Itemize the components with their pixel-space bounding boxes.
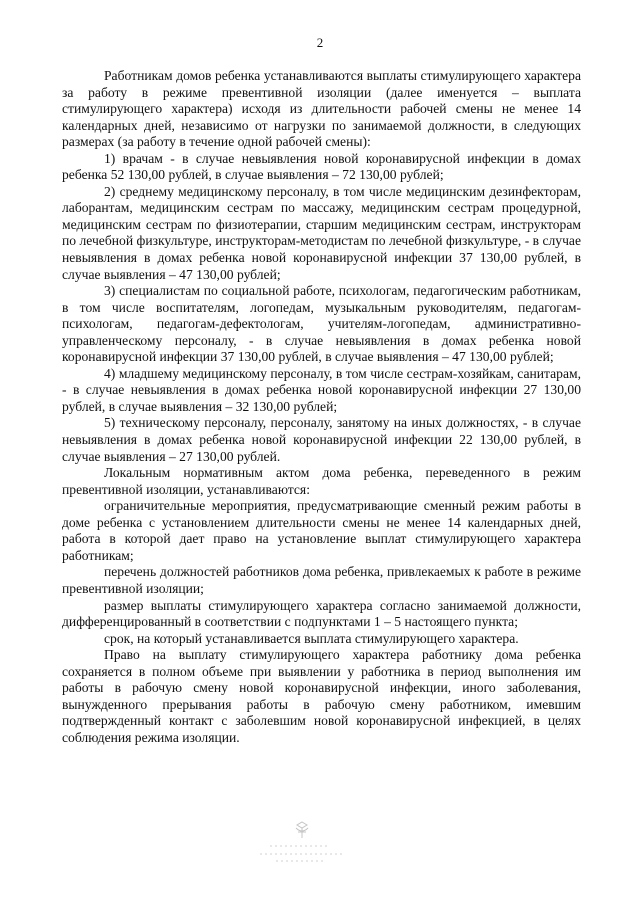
list-item-technical-staff: 5) техническому персоналу, персоналу, занятому на иных должностях, - в случае невыявления в домах ребенка новой коронавирусной инфекции 22 130,00 рублей, в случае выявления – 27 130,00 рублей. [62,415,581,464]
local-act-paragraph: Локальным нормативным актом дома ребенка, переведенного в режим превентивной изоляции, устанавливаются: [62,465,581,497]
list-item-specialists: 3) специалистам по социальной работе, психологам, педагогическим работникам, в том числе воспитателям, логопедам, музыкальным руководителям, педагогам-психологам, педагогам-дефектологам, учителям-логопедам, административно-управленческому персоналу, - в случае невыявления в домах ребенка новой коронавирусной инфекции 37 130,00 рублей, в случае выявления – 47 130,00 рублей; [62,283,581,365]
payment-term-paragraph: срок, на который устанавливается выплата стимулирующего характера. [104,630,519,646]
list-item-nursing-staff: 2) среднему медицинскому персоналу, в том числе медицинским дезинфекторам, лаборантам, медицинским сестрам по массажу, медицинским сестрам процедурной, медицинским сестрам по физиотерапии, старшим медицинским сестрам, инструкторам по лечебной физкультуре, инструкторам-методистам по лечебной физкультуре, - в случае невыявления в домах ребенка новой коронавирусной инфекции 37 130,00 рублей, в случае выявления – 47 130,00 рублей; [62,183,581,282]
stamp-mark [230,818,370,868]
positions-list-paragraph: перечень должностей работников дома ребенка, привлекаемых к работе в режиме превентивной изоляции; [62,564,581,596]
retention-rights-paragraph: Право на выплату стимулирующего характера работнику дома ребенка сохраняется в полном объеме при выявлении у работника в период выполнения им работы в рабочую смену новой коронавирусной инфекции, иного заболевания, вынужденного прерывания работы в рабочую смену работником, имевшим подтвержденный контакт с заболевшим новой коронавирусной инфекцией, в целях соблюдения режима изоляции. [62,647,581,745]
intro-paragraph: Работникам домов ребенка устанавливаются выплаты стимулирующего характера за работу в режиме превентивной изоляции (далее именуется – выплата стимулирующего характера) исходя из длительности рабочей смены не менее 14 календарных дней, независимо от нагрузки по занимаемой должности, в следующих размерах (за работу в течение одной рабочей смены): [62,68,581,150]
payment-amount-paragraph: размер выплаты стимулирующего характера согласно занимаемой должности, дифференцированный в соответствии с подпунктами 1 – 5 настоящего пункта; [62,597,581,630]
measures-paragraph: ограничительные мероприятия, предусматривающие сменный режим работы в доме ребенка с установлением длительности смены не менее 14 календарных дней, работа в которой дает право на установление выплат стимулирующего характера работникам; [62,498,581,563]
document-body [62,68,581,746]
page-number: 2 [316,35,324,50]
list-item-doctors: 1) врачам - в случае невыявления новой коронавирусной инфекции в домах ребенка 52 130,00 рублей, в случае выявления – 72 130,00 рублей; [62,150,581,183]
list-item-junior-medical-staff: 4) младшему медицинскому персоналу, в том числе сестрам-хозяйкам, санитарам, - в случае невыявления в домах ребенка новой коронавирусной инфекции 27 130,00 рублей, в случае выявления – 32 130,00 рублей; [62,365,581,414]
